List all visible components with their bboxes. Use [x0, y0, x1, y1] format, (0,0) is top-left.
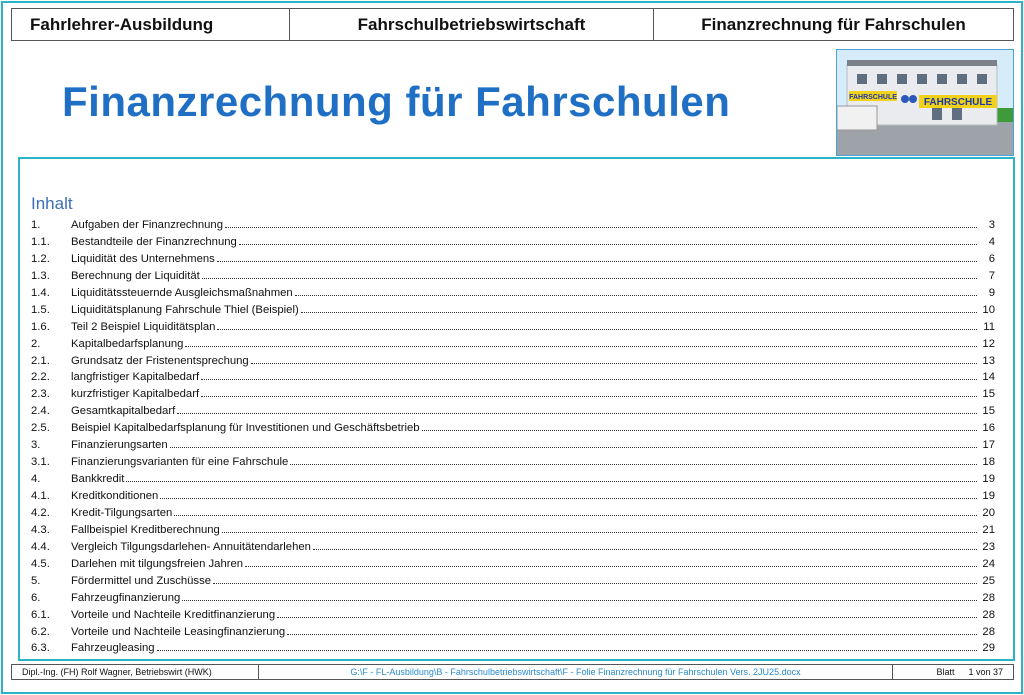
toc-leader-dots: [313, 549, 977, 550]
toc-entry-title: Finanzierungsvarianten für eine Fahrschule: [71, 456, 289, 469]
toc-entry[interactable]: [31, 287, 995, 304]
toc-entry-page: 23: [982, 540, 995, 553]
toc-entry-page: 19: [982, 490, 995, 502]
toc-entry-page: 10: [982, 303, 995, 316]
toc-leader-dots: [174, 515, 977, 516]
toc-entry-page: 14: [982, 371, 995, 384]
toc-leader-dots: [295, 295, 977, 296]
toc-entry[interactable]: [31, 236, 995, 253]
toc-entry[interactable]: [31, 439, 995, 456]
toc-entry-title: Vergleich Tilgungsdarlehen- Annuitätendarlehen: [71, 540, 311, 553]
toc-leader-dots: [170, 447, 977, 448]
toc-leader-dots: [160, 498, 977, 499]
toc-entry-page: 7: [988, 269, 995, 282]
toc-entry[interactable]: [31, 405, 995, 422]
toc-heading: Inhalt: [31, 194, 73, 213]
toc-leader-dots: [422, 430, 977, 431]
toc-entry-number: 6.: [31, 591, 41, 604]
toc-leader-dots: [177, 413, 977, 414]
toc-entry-number: 4.5.: [31, 557, 50, 570]
footer-author: Dipl.-Ing. (FH) Rolf Wagner, Betriebswirt (HWK): [12, 665, 259, 679]
toc-entry-page: 9: [988, 286, 995, 299]
toc-leader-dots: [202, 278, 977, 279]
toc-entry-number: 1.: [31, 219, 41, 231]
toc-entry-number: 4.4.: [31, 540, 50, 553]
toc-entry-page: 13: [982, 354, 995, 367]
toc-leader-dots: [251, 363, 977, 364]
toc-entry-title: Fahrzeugfinanzierung: [71, 591, 181, 604]
header-left: Fahrlehrer-Ausbildung: [12, 9, 290, 40]
toc-entry[interactable]: [31, 371, 995, 388]
toc-entry-title: Fallbeispiel Kreditberechnung: [71, 523, 220, 536]
toc-entry-page: 15: [982, 388, 995, 401]
toc-entry[interactable]: [31, 490, 995, 507]
toc-entry-title: Bestandteile der Finanzrechnung: [71, 235, 237, 248]
footer-sheet-label: Blatt: [936, 667, 955, 677]
toc-entry-page: 25: [982, 574, 995, 587]
toc-entry-page: 19: [982, 473, 995, 486]
toc-leader-dots: [201, 379, 977, 380]
toc-entry-number: 1.6.: [31, 320, 50, 333]
toc-entry-title: Fahrzeugleasing: [71, 642, 155, 655]
toc-entry-number: 6.1.: [31, 608, 50, 621]
toc-entry[interactable]: [31, 253, 995, 270]
toc-leader-dots: [290, 464, 977, 465]
toc-entry-number: 1.1.: [31, 235, 50, 248]
toc-entry-page: 28: [982, 625, 995, 638]
footer-file-path: G:\F - FL-Ausbildung\B - Fahrschulbetriebswirtschaft\F - Folie Finanzrechnung für Fahrschulen Vers. 2JU25.docx: [259, 665, 893, 679]
toc-entry-page: 16: [982, 422, 995, 435]
toc-entry-title: Liquiditätsplanung Fahrschule Thiel (Beispiel): [71, 303, 299, 316]
toc-entry-number: 6.2.: [31, 625, 50, 638]
page-header: [11, 8, 1014, 41]
toc-leader-dots: [185, 346, 977, 347]
toc-entry-title: Liquidität des Unternehmens: [71, 252, 215, 265]
toc-entry-title: Teil 2 Beispiel Liquiditätsplan: [71, 320, 216, 333]
toc-entry-number: 2.2.: [31, 371, 50, 384]
document-title: Finanzrechnung für Fahrschulen: [62, 78, 731, 125]
toc-leader-dots: [287, 634, 977, 635]
toc-leader-dots: [157, 650, 977, 651]
toc-leader-dots: [225, 227, 977, 228]
header-right: Finanzrechnung für Fahrschulen: [701, 14, 966, 34]
toc-leader-dots: [213, 583, 977, 584]
toc-entry[interactable]: [31, 219, 995, 236]
toc-entry-number: 5.: [31, 574, 41, 587]
toc-entry-title: Grundsatz der Fristenentsprechung: [71, 354, 249, 367]
footer-sheet-value: 1 von 37: [968, 667, 1003, 677]
toc-entry[interactable]: [31, 609, 995, 626]
toc-entry-title: Liquiditätssteuernde Ausgleichsmaßnahmen: [71, 286, 293, 299]
toc-entry[interactable]: [31, 304, 995, 321]
toc-entry[interactable]: [31, 558, 995, 575]
toc-leader-dots: [245, 566, 977, 567]
photo-sign-large: FAHRSCHULE: [923, 97, 993, 108]
toc-entry[interactable]: [31, 321, 995, 338]
toc-entry-title: Aufgaben der Finanzrechnung: [71, 219, 223, 231]
toc-entry-page: 11: [983, 320, 995, 333]
toc-entry-page: 21: [982, 523, 995, 536]
toc-entry-title: Berechnung der Liquidität: [71, 269, 200, 282]
toc-entry[interactable]: [31, 338, 995, 355]
toc-entry-number: 3.: [31, 439, 41, 452]
toc-entry-number: 4.3.: [31, 523, 50, 536]
toc-entry-title: kurzfristiger Kapitalbedarf: [71, 388, 200, 401]
toc-entry-number: 4.1.: [31, 490, 50, 502]
toc-leader-dots: [222, 532, 977, 533]
toc-leader-dots: [126, 481, 977, 482]
footer-sheet: [893, 665, 1013, 679]
toc-entry-page: 20: [982, 506, 995, 519]
toc-entry-number: 2.4.: [31, 405, 50, 418]
toc-leader-dots: [217, 329, 977, 330]
toc-entry-title: langfristiger Kapitalbedarf: [71, 371, 200, 384]
toc-container: [18, 157, 1015, 661]
toc-leader-dots: [182, 600, 977, 601]
toc-entry-number: 1.3.: [31, 269, 50, 282]
toc-entry[interactable]: [31, 473, 995, 490]
toc-entry-page: 29: [982, 642, 995, 655]
photo-sign-small: FAHRSCHULE: [849, 94, 897, 101]
toc-entry-page: 17: [982, 439, 995, 452]
toc-entry-title: Fördermittel und Zuschüsse: [71, 574, 212, 587]
toc-entry[interactable]: [31, 524, 995, 541]
toc-entry[interactable]: [31, 355, 995, 372]
toc-entry-number: 4.: [31, 473, 41, 486]
toc-leader-dots: [277, 617, 977, 618]
toc-leader-dots: [201, 396, 977, 397]
toc-entry[interactable]: [31, 541, 995, 558]
toc-entry-number: 2.5.: [31, 422, 50, 435]
toc-entry-title: Gesamtkapitalbedarf: [71, 405, 176, 418]
building-illustration: [837, 50, 1013, 155]
header-center: Fahrschulbetriebswirtschaft: [290, 9, 654, 40]
toc-entry[interactable]: [31, 626, 995, 643]
toc-entry-page: 15: [982, 405, 995, 418]
toc-entry-title: Bankkredit: [71, 473, 125, 486]
toc-entry-page: 6: [988, 252, 995, 265]
toc-entry-number: 4.2.: [31, 506, 50, 519]
toc-entry-title: Vorteile und Nachteile Kreditfinanzierung: [71, 608, 276, 621]
toc-entry-title: Kreditkonditionen: [71, 490, 159, 502]
toc-entry-title: Darlehen mit tilgungsfreien Jahren: [71, 557, 244, 570]
toc-entry-number: 1.2.: [31, 252, 50, 265]
toc-leader-dots: [239, 244, 977, 245]
toc-entry-number: 1.5.: [31, 303, 50, 316]
toc-entry-page: 24: [982, 557, 995, 570]
toc-entry-title: Vorteile und Nachteile Leasingfinanzierung: [71, 625, 286, 638]
toc-entry-page: 28: [982, 608, 995, 621]
toc-entry-title: Kapitalbedarfsplanung: [71, 337, 184, 350]
toc-entry-number: 6.3.: [31, 642, 50, 655]
toc-leader-dots: [301, 312, 977, 313]
toc-entry[interactable]: [31, 575, 995, 592]
page-footer: [11, 664, 1014, 680]
toc-entry-number: 2.3.: [31, 388, 50, 401]
toc-entry-page: 12: [982, 337, 995, 350]
toc-entry-title: Beispiel Kapitalbedarfsplanung für Investitionen und Geschäftsbetrieb: [71, 422, 420, 435]
toc-entry-page: 18: [982, 456, 995, 469]
toc-list: [31, 219, 995, 659]
toc-entry-number: 2.1.: [31, 354, 50, 367]
toc-entry[interactable]: [31, 270, 995, 287]
toc-entry-page: 3: [988, 219, 995, 231]
toc-leader-dots: [217, 261, 977, 262]
toc-entry[interactable]: [31, 422, 995, 439]
toc-entry-page: 4: [988, 235, 995, 248]
toc-entry[interactable]: [31, 456, 995, 473]
toc-entry-number: 2.: [31, 337, 41, 350]
toc-entry[interactable]: [31, 388, 995, 405]
toc-entry-title: Kredit-Tilgungsarten: [71, 506, 173, 519]
toc-entry-page: 28: [982, 591, 995, 604]
toc-entry[interactable]: [31, 507, 995, 524]
toc-entry-number: 3.1.: [31, 456, 50, 469]
toc-entry-number: 1.4.: [31, 286, 50, 299]
toc-entry[interactable]: [31, 642, 995, 659]
driving-school-photo: [836, 49, 1014, 156]
toc-entry-title: Finanzierungsarten: [71, 439, 168, 452]
toc-entry[interactable]: [31, 592, 995, 609]
